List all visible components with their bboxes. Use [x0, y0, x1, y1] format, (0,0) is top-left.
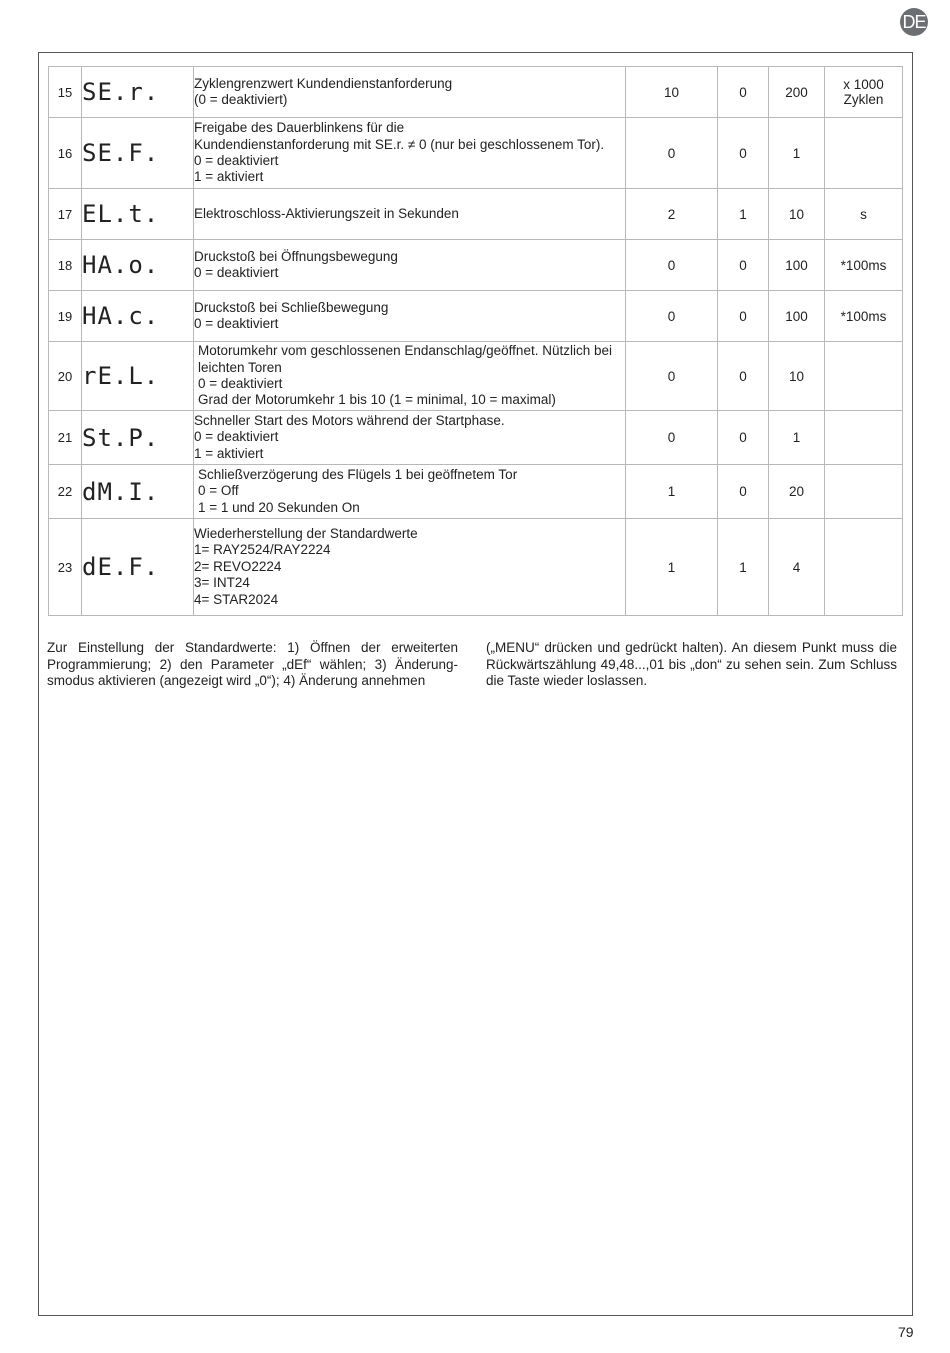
note-left-column: Zur Einstellung der Standardwerte: 1) Öffnen der erweiterten Programmierung; 2) den Parameter „dEf“ wählen; 3) Änderungsmodus aktivieren (angezeigt wird „0“); 4) Änderung annehmen [47, 640, 458, 688]
note-right-column: („MENU“ drücken und gedrückt halten). An diesem Punkt muss die Rückwärtszählung 49,48...,01 bis „don“ zu sehen sein. Zum Schluss die Taste wieder loslassen. [486, 640, 897, 688]
table-row [49, 411, 903, 465]
unit-line: *100ms [840, 308, 887, 324]
display-code: dE.F. [82, 519, 194, 616]
unit-cell [825, 240, 903, 291]
description-line: 2= REVO2224 [194, 558, 282, 574]
description-line: 1 = aktiviert [194, 169, 264, 185]
language-badge: DE [900, 8, 928, 36]
parameter-number: 18 [49, 240, 82, 291]
unit-cell [825, 465, 903, 519]
table-row [49, 519, 903, 616]
parameter-number: 15 [49, 67, 82, 118]
max-value: 20 [769, 465, 825, 519]
unit-cell [825, 342, 903, 411]
parameter-description [194, 118, 626, 189]
max-value: 100 [769, 291, 825, 342]
description-line: 0 = deaktiviert [194, 429, 279, 445]
max-value: 1 [769, 118, 825, 189]
unit-cell [825, 67, 903, 118]
description-line: Schließverzögerung des Flügels 1 bei geöffnetem Tor [198, 466, 518, 482]
parameter-number: 22 [49, 465, 82, 519]
parameter-number: 20 [49, 342, 82, 411]
min-value: 0 [718, 465, 769, 519]
parameter-number: 23 [49, 519, 82, 616]
parameter-number: 21 [49, 411, 82, 465]
description-line: Druckstoß bei Öffnungsbewegung [194, 248, 398, 264]
description-line: 1 = aktiviert [194, 445, 264, 461]
description-line: Zyklengrenzwert Kundendienstanforderung [194, 75, 453, 91]
default-value: 1 [626, 519, 718, 616]
default-value: 1 [626, 465, 718, 519]
table-row [49, 118, 903, 189]
unit-cell [825, 118, 903, 189]
description-line: Kundendienstanforderung mit SE.r. ≠ 0 (nur bei geschlossenem Tor). [194, 136, 605, 152]
table-row [49, 67, 903, 118]
unit-cell [825, 519, 903, 616]
parameter-description [194, 465, 626, 519]
table-row [49, 465, 903, 519]
unit-cell [825, 411, 903, 465]
unit-line: *100ms [840, 257, 887, 273]
parameter-number: 19 [49, 291, 82, 342]
unit-line: Zyklen [843, 92, 884, 107]
default-value: 0 [626, 118, 718, 189]
parameter-description [194, 411, 626, 465]
default-values-note [47, 640, 897, 690]
max-value: 4 [769, 519, 825, 616]
display-code: dM.I. [82, 465, 194, 519]
table-row [49, 291, 903, 342]
description-line: Grad der Motorumkehr 1 bis 10 (1 = minimal, 10 = maximal) [198, 392, 556, 408]
table-row [49, 189, 903, 240]
page-number: 79 [898, 1324, 914, 1340]
description-line: Druckstoß bei Schließbewegung [194, 299, 389, 315]
max-value: 10 [769, 342, 825, 411]
default-value: 2 [626, 189, 718, 240]
description-line: 0 = deaktiviert [198, 376, 283, 391]
min-value: 0 [718, 291, 769, 342]
display-code: SE.F. [82, 118, 194, 189]
table-row [49, 240, 903, 291]
description-line: 3= INT24 [194, 575, 250, 591]
description-line: 1 = 1 und 20 Sekunden On [198, 499, 360, 515]
display-code: HA.c. [82, 291, 194, 342]
description-line: 0 = Off [198, 483, 239, 499]
parameter-table [48, 66, 903, 616]
max-value: 100 [769, 240, 825, 291]
min-value: 0 [718, 411, 769, 465]
min-value: 0 [718, 240, 769, 291]
description-line: (0 = deaktiviert) [194, 92, 288, 107]
description-line: 1= RAY2524/RAY2224 [194, 542, 331, 558]
max-value: 200 [769, 67, 825, 118]
display-code: EL.t. [82, 189, 194, 240]
unit-cell [825, 189, 903, 240]
description-line: 0 = deaktiviert [194, 265, 279, 280]
min-value: 1 [718, 189, 769, 240]
unit-line: x 1000 [843, 77, 884, 92]
display-code: St.P. [82, 411, 194, 465]
description-line: Freigabe des Dauerblinkens für die [194, 120, 405, 136]
parameter-description [194, 342, 626, 411]
unit-line: s [860, 206, 867, 222]
default-value: 0 [626, 342, 718, 411]
display-code: rE.L. [82, 342, 194, 411]
description-line: 4= STAR2024 [194, 591, 279, 607]
min-value: 0 [718, 118, 769, 189]
default-value: 0 [626, 240, 718, 291]
description-line: Wiederherstellung der Standardwerte [194, 525, 418, 541]
parameter-description [194, 189, 626, 240]
default-value: 0 [626, 411, 718, 465]
table-row [49, 342, 903, 411]
description-line: Schneller Start des Motors während der Startphase. [194, 412, 505, 428]
description-line: 0 = deaktiviert [194, 153, 279, 168]
min-value: 0 [718, 342, 769, 411]
display-code: HA.o. [82, 240, 194, 291]
description-line: 0 = deaktiviert [194, 316, 279, 331]
parameter-description [194, 519, 626, 616]
parameter-description [194, 240, 626, 291]
parameter-number: 16 [49, 118, 82, 189]
max-value: 10 [769, 189, 825, 240]
description-line: Elektroschloss-Aktivierungszeit in Sekunden [194, 205, 459, 221]
min-value: 0 [718, 67, 769, 118]
description-line: Motorumkehr vom geschlossenen Endanschlag/geöffnet. Nützlich bei [198, 343, 612, 359]
unit-cell [825, 291, 903, 342]
default-value: 10 [626, 67, 718, 118]
max-value: 1 [769, 411, 825, 465]
parameter-number: 17 [49, 189, 82, 240]
parameter-description [194, 67, 626, 118]
default-value: 0 [626, 291, 718, 342]
description-line: leichten Toren [198, 359, 282, 375]
min-value: 1 [718, 519, 769, 616]
parameter-description [194, 291, 626, 342]
display-code: SE.r. [82, 67, 194, 118]
